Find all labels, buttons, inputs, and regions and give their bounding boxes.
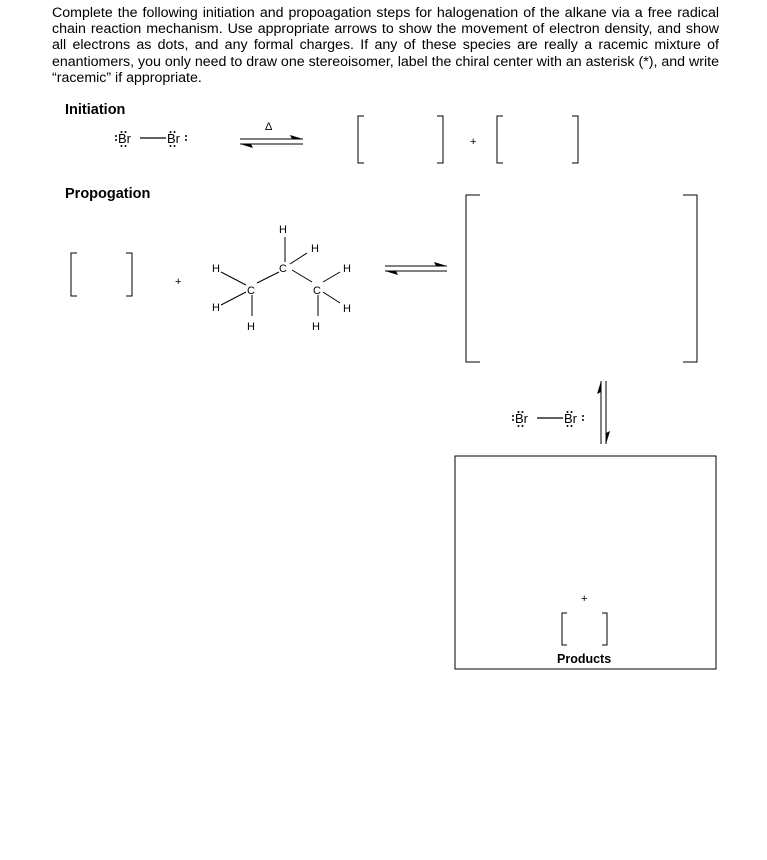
propagation-heading: Propogation xyxy=(65,186,151,202)
hydrogen-atom: H xyxy=(279,224,287,236)
bromine-atom: Br xyxy=(564,411,577,426)
carbon-atom: C xyxy=(313,285,321,297)
products-label: Products xyxy=(557,652,612,666)
hydrogen-atom: H xyxy=(247,321,255,333)
hydrogen-atom: H xyxy=(311,243,319,255)
initiation-bracket-b xyxy=(497,116,578,163)
bromine-atom: Br xyxy=(118,131,131,146)
heat-symbol: Δ xyxy=(265,121,273,133)
initiation-heading: Initiation xyxy=(65,102,126,118)
products-box xyxy=(455,456,716,669)
instructions-text: Complete the following initiation and propoagation steps for halogenation of the alkane via a free radical chain reaction mechanism. Use appropriate arrows to show the movement of electron density, and show all electrons as dots, and any formal charges. If any of these species are really a racemic mixture of enantiomers, you only need to draw one stereoisomer, label the chiral center with an asterisk (*), and write “racemic” if appropriate. xyxy=(52,5,719,86)
propagation-bracket-large xyxy=(466,195,697,362)
carbon-atom: C xyxy=(279,263,287,275)
hydrogen-atom: H xyxy=(312,321,320,333)
vertical-equilibrium-arrow xyxy=(597,381,610,444)
equilibrium-arrow xyxy=(385,262,447,275)
carbon-atom: C xyxy=(247,285,255,297)
plus-sign: + xyxy=(175,276,182,288)
alkane-molecule xyxy=(221,237,340,316)
hydrogen-atom: H xyxy=(212,302,220,314)
plus-sign: + xyxy=(470,136,477,148)
hydrogen-atom: H xyxy=(212,263,220,275)
plus-sign: + xyxy=(581,593,588,605)
equilibrium-arrow xyxy=(240,135,303,148)
hydrogen-atom: H xyxy=(343,263,351,275)
bromine-atom: Br xyxy=(515,411,528,426)
products-bracket xyxy=(562,613,607,645)
hydrogen-atom: H xyxy=(343,303,351,315)
propagation-br2-molecule xyxy=(512,411,584,427)
initiation-bracket-a xyxy=(358,116,443,163)
propagation-bracket-small xyxy=(71,253,132,296)
initiation-br2-molecule xyxy=(115,131,187,147)
bromine-atom: Br xyxy=(167,131,180,146)
